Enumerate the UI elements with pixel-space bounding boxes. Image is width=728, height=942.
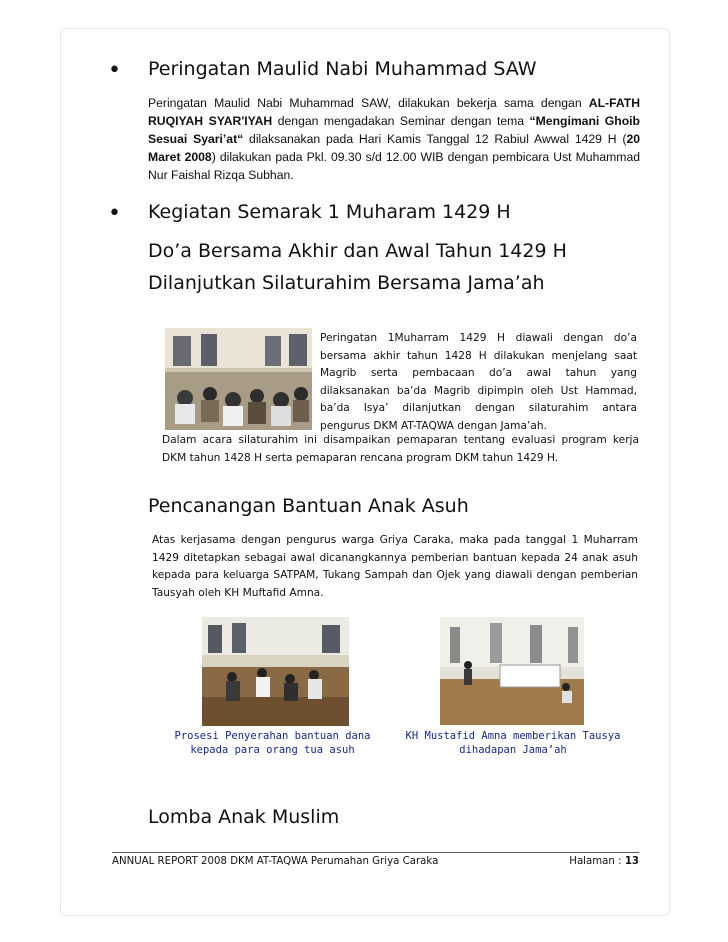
paragraph-maulid	[148, 94, 640, 184]
paragraph-doa: Peringatan 1Muharram 1429 H diawali dengan do’a bersama akhir tahun 1428 H dilakukan menjelang saat Magrib serta pembacaan do’a awal tahun yang dilaksanakan ba’da Magrib dipimpin oleh Ust Hammad, ba’da Isya’ dilanjutkan dengan silaturahim antara pengurus DKM AT-TAQWA dengan Jama’ah.	[320, 332, 637, 432]
footer-divider	[112, 852, 639, 853]
text-run: ) dilakukan pada Pkl. 09.30 s/d 12.00 WIB dengan pembicara Ust Muhammad Nur Faishal Rizqa Subhan.	[148, 150, 640, 182]
photo-tausyah	[440, 617, 584, 725]
bullet: •	[108, 58, 121, 83]
footer-page	[569, 856, 639, 867]
heading-maulid: Peringatan Maulid Nabi Muhammad SAW	[148, 58, 537, 80]
text-run: dilaksanakan pada Hari Kamis Tanggal 12 Rabiul Awwal 1429 H (	[243, 132, 627, 146]
heading-muharam: Kegiatan Semarak 1 Muharam 1429 H	[148, 201, 511, 223]
heading-lomba: Lomba Anak Muslim	[148, 806, 340, 828]
caption-penyerahan: Prosesi Penyerahan bantuan dana kepada para orang tua asuh	[174, 730, 371, 756]
caption-tausyah: KH Mustafid Amna memberikan Tausya dihadapan Jama’ah	[405, 730, 621, 756]
photo-penyerahan-bantuan	[202, 617, 349, 726]
paragraph-anak-asuh: Atas kerjasama dengan pengurus warga Griya Caraka, maka pada tanggal 1 Muharram 1429 ditetapkan sebagai awal dicanangkannya pemberian bantuan kepada 24 anak asuh kepada para keluarga SATPAM, Tukang Sampah dan Ojek yang diawali dengan pemberian Tausyah oleh KH Muftafid Amna.	[152, 534, 638, 599]
page-label: Halaman :	[569, 856, 622, 867]
photo-doa-bersama	[165, 328, 312, 430]
subheading-silaturahim: Dilanjutkan Silaturahim Bersama Jama’ah	[148, 272, 545, 294]
bullet: •	[108, 201, 121, 226]
seminar-theme: “Mengimani Ghoib Sesuai Syari’at“	[148, 114, 640, 146]
footer-report-title: ANNUAL REPORT 2008 DKM AT-TAQWA Perumahan Griya Caraka	[112, 856, 439, 867]
organizer-name: AL-FATH RUQIYAH SYAR'IYAH	[148, 96, 640, 128]
footer	[112, 856, 639, 867]
text-run: dengan mengadakan Seminar dengan tema	[272, 114, 530, 128]
event-date: 20 Maret 2008	[148, 132, 640, 164]
page-number: 13	[624, 856, 639, 867]
heading-anak-asuh: Pencanangan Bantuan Anak Asuh	[148, 495, 469, 517]
subheading-doa: Do’a Bersama Akhir dan Awal Tahun 1429 H	[148, 240, 567, 262]
paragraph-silaturahim: Dalam acara silaturahim ini disampaikan pemaparan tentang evaluasi program kerja DKM tahun 1428 H serta pemaparan rencana program DKM tahun 1429 H.	[162, 434, 639, 464]
text-run: Peringatan Maulid Nabi Muhammad SAW, dilakukan bekerja sama dengan	[148, 96, 589, 110]
